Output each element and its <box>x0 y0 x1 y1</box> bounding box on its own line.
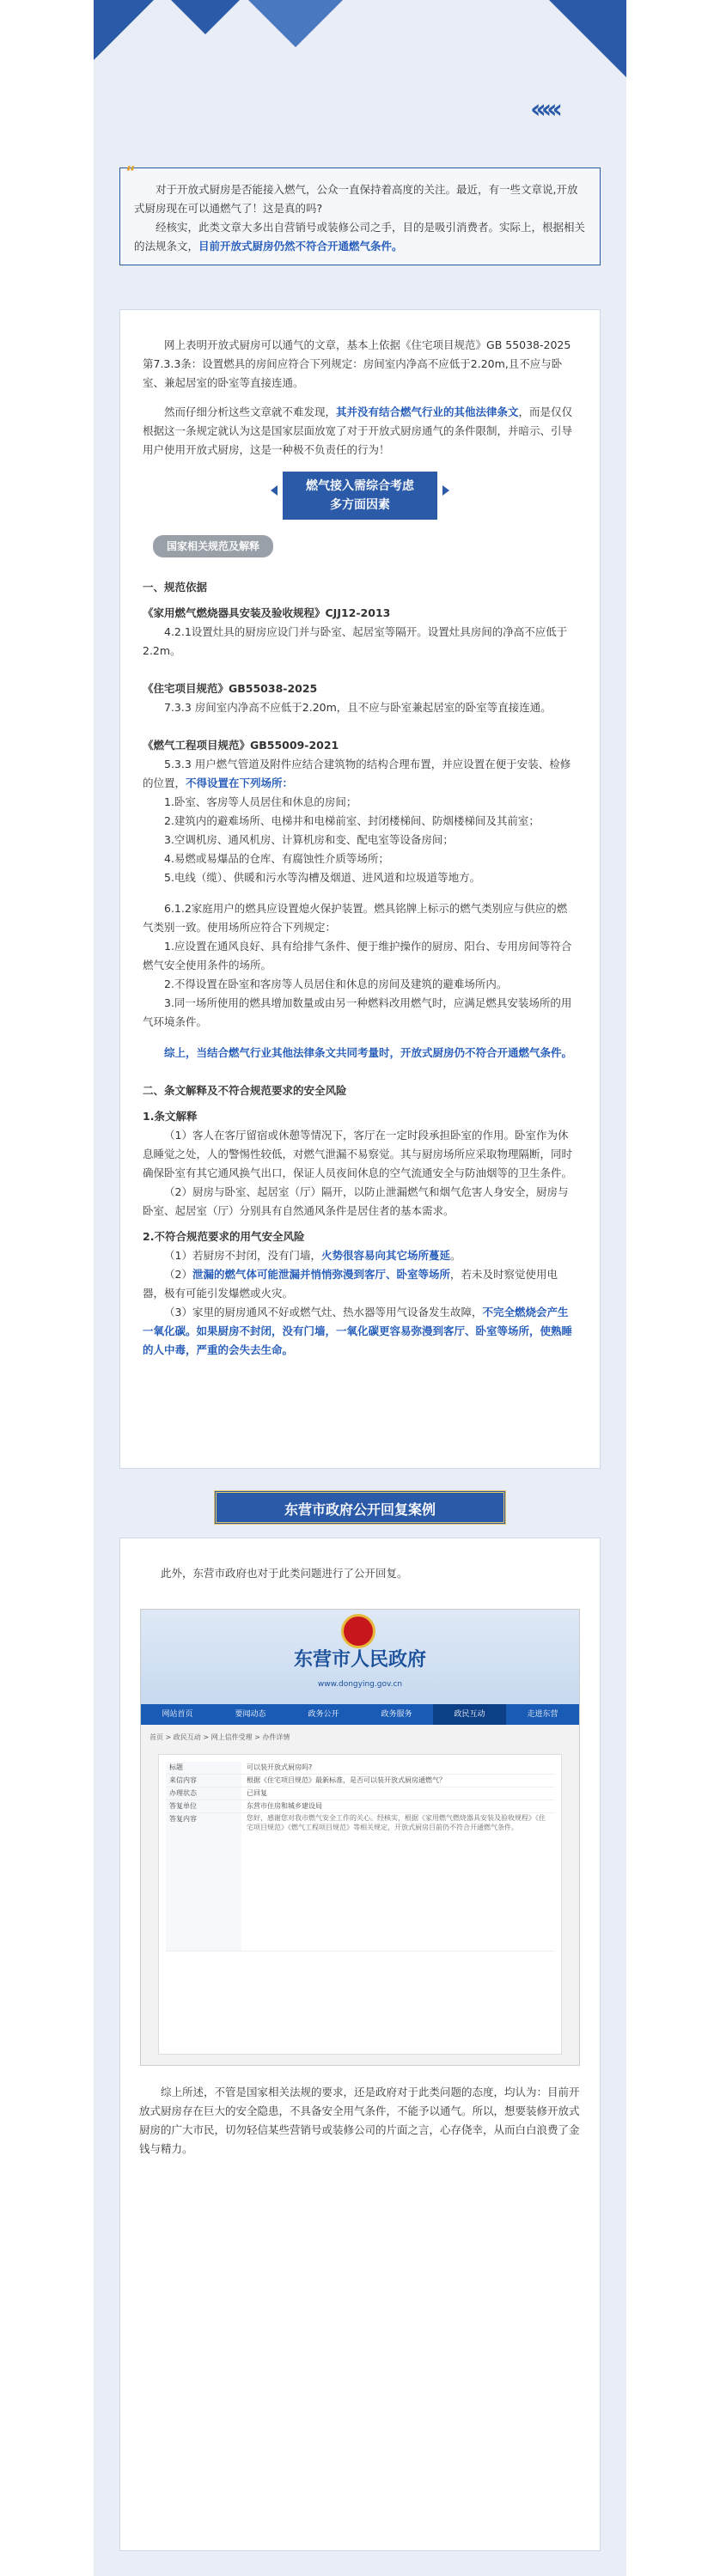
gov-site-title: 东营市人民政府 <box>293 1649 426 1671</box>
gov-nav-item[interactable]: 走进东营 <box>527 1710 558 1719</box>
section-banner: 燃气接入需综合考虑 多方面因素 <box>283 472 437 520</box>
section-pill: 国家相关规范及解释 <box>153 535 273 557</box>
intro-box <box>119 163 601 265</box>
regulation-section <box>119 309 601 1469</box>
chevron-arrows-icon: ‹‹‹‹‹ <box>530 94 558 125</box>
list-item: 5.电线（缆）、供暖和污水等沟槽及烟道、进风道和垃圾道等地方。 <box>164 871 481 884</box>
heading-explain: 二、条文解释及不符合规范要求的安全风险 <box>143 1084 347 1097</box>
gov-nav-item[interactable]: 要闻动态 <box>235 1710 266 1719</box>
std3-p2: 6.1.2家庭用户的燃具应设置熄火保护装置。燃具铭牌上标示的燃气类别应与供应的燃气类别一致。使用场所应符合下列规定： <box>143 902 568 934</box>
list-item: 3.空调机房、通风机房、计算机房和变、配电室等设备房间； <box>164 833 454 846</box>
risk-1: （1）若厨房不封闭，没有门墙，火势很容易向其它场所蔓延。 <box>164 1249 461 1262</box>
sec1-p1: 网上表明开放式厨房可以通气的文章，基本上依据《住宅项目规范》GB 55038-2025第7.3.3条：设置燃具的房间应符合下列规定：房间室内净高不应低于2.20m,且不应与卧室、兼起居室的卧室等直接连通。 <box>143 338 571 389</box>
list-item: 2.建筑内的避难场所、电梯井和电梯前室、封闭楼梯间、防烟楼梯间及其前室； <box>164 814 540 827</box>
std2-text: 7.3.3 房间室内净高不应低于2.20m，且不应与卧室兼起居室的卧室等直接连通。 <box>164 701 552 714</box>
heading-basis: 一、规范依据 <box>143 581 208 594</box>
std1-title: 《家用燃气燃烧器具安装及验收规程》CJJ12-2013 <box>143 606 391 619</box>
sec1-p2: 然而仔细分析这些文章就不难发现，其并没有结合燃气行业的其他法律条文，而是仅仅根据这一条规定就认为这是国家层面放宽了对于开放式厨房通气的条件限制，并暗示、引导用户使用开放式厨房，这是一种极不负责任的行为！ <box>143 405 573 456</box>
closing-paragraph: 综上所述，不管是国家相关法规的要求，还是政府对于此类问题的态度，均认为：目前开放式厨房存在巨大的安全隐患，不具备安全用气条件，不能予以通气。所以，想要装修开放式厨房的广大市民，切勿轻信某些营销号或装修公司的片面之言，心存侥幸，从而白白浪费了金钱与精力。 <box>139 2086 580 2155</box>
sub-heading: 2.不符合规范要求的用气安全风险 <box>143 1230 305 1243</box>
gov-nav-item[interactable]: 网站首页 <box>162 1710 193 1719</box>
std1-text: 4.2.1设置灶具的厨房应设门并与卧室、起居室等隔开。设置灶具房间的净高不应低于2.2m。 <box>143 625 568 657</box>
quote-icon: “ <box>125 163 136 181</box>
case-intro: 此外，东营市政府也对于此类问题进行了公开回复。 <box>161 1567 408 1580</box>
std3-title: 《燃气工程项目规范》GB55009-2021 <box>143 739 339 752</box>
case-section <box>119 1538 601 2551</box>
case-title: 东营市政府公开回复案例 <box>214 1490 506 1525</box>
explain-1: （1）客人在客厅留宿或休憩等情况下，客厅在一定时段承担卧室的作用。卧室作为休息睡觉之处，人的警惕性较低，对燃气泄漏不易察觉。其与厨房场所应采取物理隔断，同时确保卧室有其它通风换气出口，保证人员夜间休息的空气流通安全与防油烟等的卫生条件。 <box>143 1129 573 1179</box>
gov-nav-item[interactable]: 政民互动 <box>433 1704 506 1725</box>
list-item: 4.易燃或易爆品的仓库、有腐蚀性介质等场所； <box>164 852 389 865</box>
list-item: 1.卧室、客房等人员居住和休息的房间； <box>164 795 357 808</box>
explain-2: （2）厨房与卧室、起居室（厅）隔开，以防止泄漏燃气和烟气危害人身安全，厨房与卧室、起居室（厅）分别具有自然通风条件是居住者的基本需求。 <box>143 1185 569 1217</box>
risk-3: （3）家里的厨房通风不好或燃气灶、热水器等用气设备发生故障，不完全燃烧会产生一氧化碳。如果厨房不封闭，没有门墙，一氧化碳更容易弥漫到客厅、卧室等场所，使熟睡的人中毒，严重的会失去生命。 <box>143 1306 573 1356</box>
national-emblem-icon <box>344 1617 373 1646</box>
gov-nav <box>141 1704 579 1725</box>
table-row: 答复内容 您好，感谢您对我市燃气安全工作的关心。经核实，根据《家用燃气燃烧器具安装及验收规程》《住宅项目规范》《燃气工程项目规范》等相关规定，开放式厨房目前仍不符合开通燃气条件。 <box>166 1813 554 1952</box>
list-item: 1.应设置在通风良好、具有给排气条件、便于维护操作的厨房、阳台、专用房间等符合燃气安全使用条件的场所。 <box>143 940 572 971</box>
table-row: 答复单位 东营市住房和城乡建设局 <box>166 1800 554 1813</box>
gov-header <box>141 1610 579 1704</box>
table-row: 来信内容 根据《住宅项目规范》最新标准，是否可以装开放式厨房通燃气？ <box>166 1775 554 1787</box>
sub-heading: 1.条文解释 <box>143 1110 198 1123</box>
std2-title: 《住宅项目规范》GB55038-2025 <box>143 682 318 695</box>
breadcrumb: 首页 > 政民互动 > 网上信件受理 > 办件详情 <box>149 1733 290 1741</box>
std3-text: 5.3.3 用户燃气管道及附件应结合建筑物的结构合理布置，并应设置在便于安装、检修的位置，不得设置在下列场所： <box>143 758 571 789</box>
intro-p1: 对于开放式厨房是否能接入燃气，公众一直保持着高度的关注。最近，有一些文章说,开放式厨房现在可以通燃气了！这是真的吗? <box>134 183 578 215</box>
header-decoration <box>94 0 626 94</box>
table-row: 办理状态 已回复 <box>166 1787 554 1800</box>
list-item: 2.不得设置在卧室和客房等人员居住和休息的房间及建筑的避难场所内。 <box>164 977 508 990</box>
intro-p2: 经核实，此类文章大多出自营销号或装修公司之手，目的是吸引消费者。实际上，根据相关的法规条文，目前开放式厨房仍然不符合开通燃气条件。 <box>134 221 586 253</box>
table-row: 标题 可以装开放式厨房吗? <box>166 1762 554 1775</box>
gov-screenshot <box>140 1609 580 2066</box>
list-item: 3.同一场所使用的燃具增加数量或由另一种燃料改用燃气时，应满足燃具安装场所的用气环境条件。 <box>143 996 572 1028</box>
gov-nav-item[interactable]: 政务公开 <box>308 1710 339 1719</box>
gov-detail-panel <box>158 1754 562 2055</box>
summary: 综上，当结合燃气行业其他法律条文共同考量时，开放式厨房仍不符合开通燃气条件。 <box>164 1046 573 1059</box>
gov-site-url: www.dongying.gov.cn <box>317 1680 403 1689</box>
gov-nav-item[interactable]: 政务服务 <box>381 1710 412 1719</box>
risk-2: （2）泄漏的燃气体可能泄漏并悄悄弥漫到客厅、卧室等场所，若未及时察觉使用电器，极有可能引发爆燃或火灾。 <box>143 1268 558 1300</box>
article-page <box>94 0 626 2576</box>
